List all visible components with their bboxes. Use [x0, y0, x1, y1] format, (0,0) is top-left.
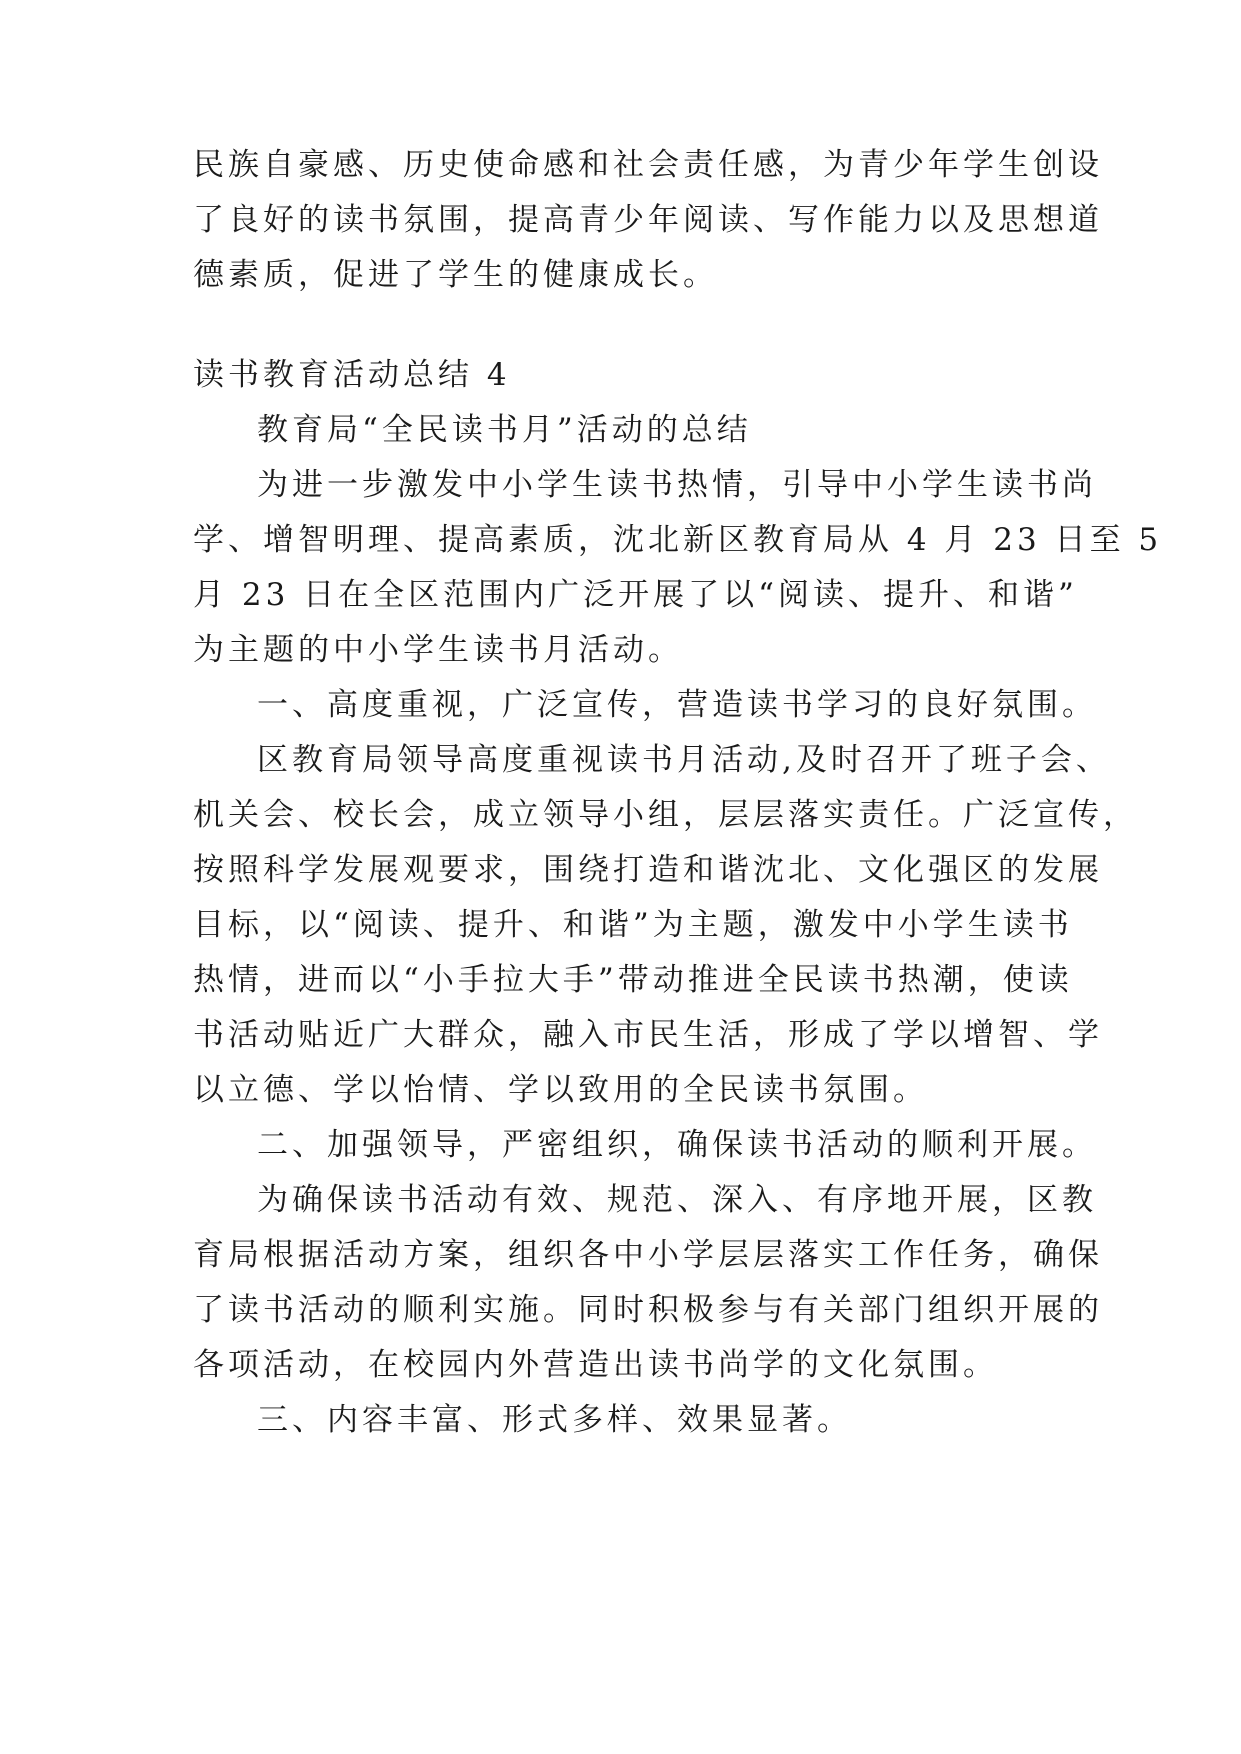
section-heading: 读书教育活动总结 4 [193, 357, 511, 393]
paragraph-line: 了良好的读书氛围，提高青少年阅读、写作能力以及思想道 [193, 202, 1103, 238]
paragraph-line: 区教育局领导高度重视读书月活动,及时召开了班子会、 [257, 742, 1111, 778]
paragraph-line: 目标，以“阅读、提升、和谐”为主题，激发中小学生读书 [193, 907, 1073, 943]
paragraph-line: 以立德、学以怡情、学以致用的全民读书氛围。 [193, 1072, 928, 1108]
paragraph-line: 各项活动，在校园内外营造出读书尚学的文化氛围。 [193, 1347, 998, 1383]
paragraph-line: 热情，进而以“小手拉大手”带动推进全民读书热潮，使读 [193, 962, 1073, 998]
paragraph-line: 民族自豪感、历史使命感和社会责任感，为青少年学生创设 [193, 147, 1103, 183]
article-title: 教育局“全民读书月”活动的总结 [257, 412, 752, 448]
paragraph-line: 了读书活动的顺利实施。同时积极参与有关部门组织开展的 [193, 1292, 1103, 1328]
paragraph-line: 学、增智明理、提高素质，沈北新区教育局从 4 月 23 日至 5 [193, 522, 1163, 558]
subheading-one: 一、高度重视，广泛宣传，营造读书学习的良好氛围。 [257, 687, 1097, 723]
subheading-three: 三、内容丰富、形式多样、效果显著。 [257, 1402, 852, 1438]
paragraph-line: 月 23 日在全区范围内广泛开展了以“阅读、提升、和谐” [193, 577, 1078, 613]
paragraph-line: 德素质，促进了学生的健康成长。 [193, 257, 718, 293]
subheading-two: 二、加强领导，严密组织，确保读书活动的顺利开展。 [257, 1127, 1097, 1163]
paragraph-line: 育局根据活动方案，组织各中小学层层落实工作任务，确保 [193, 1237, 1103, 1273]
paragraph-line: 为确保读书活动有效、规范、深入、有序地开展，区教 [257, 1182, 1097, 1218]
paragraph-line: 为主题的中小学生读书月活动。 [193, 632, 683, 668]
paragraph-line: 机关会、校长会，成立领导小组，层层落实责任。广泛宣传， [193, 797, 1138, 833]
paragraph-line: 书活动贴近广大群众，融入市民生活，形成了学以增智、学 [193, 1017, 1103, 1053]
paragraph-line: 为进一步激发中小学生读书热情，引导中小学生读书尚 [257, 467, 1097, 503]
paragraph-line: 按照科学发展观要求，围绕打造和谐沈北、文化强区的发展 [193, 852, 1103, 888]
